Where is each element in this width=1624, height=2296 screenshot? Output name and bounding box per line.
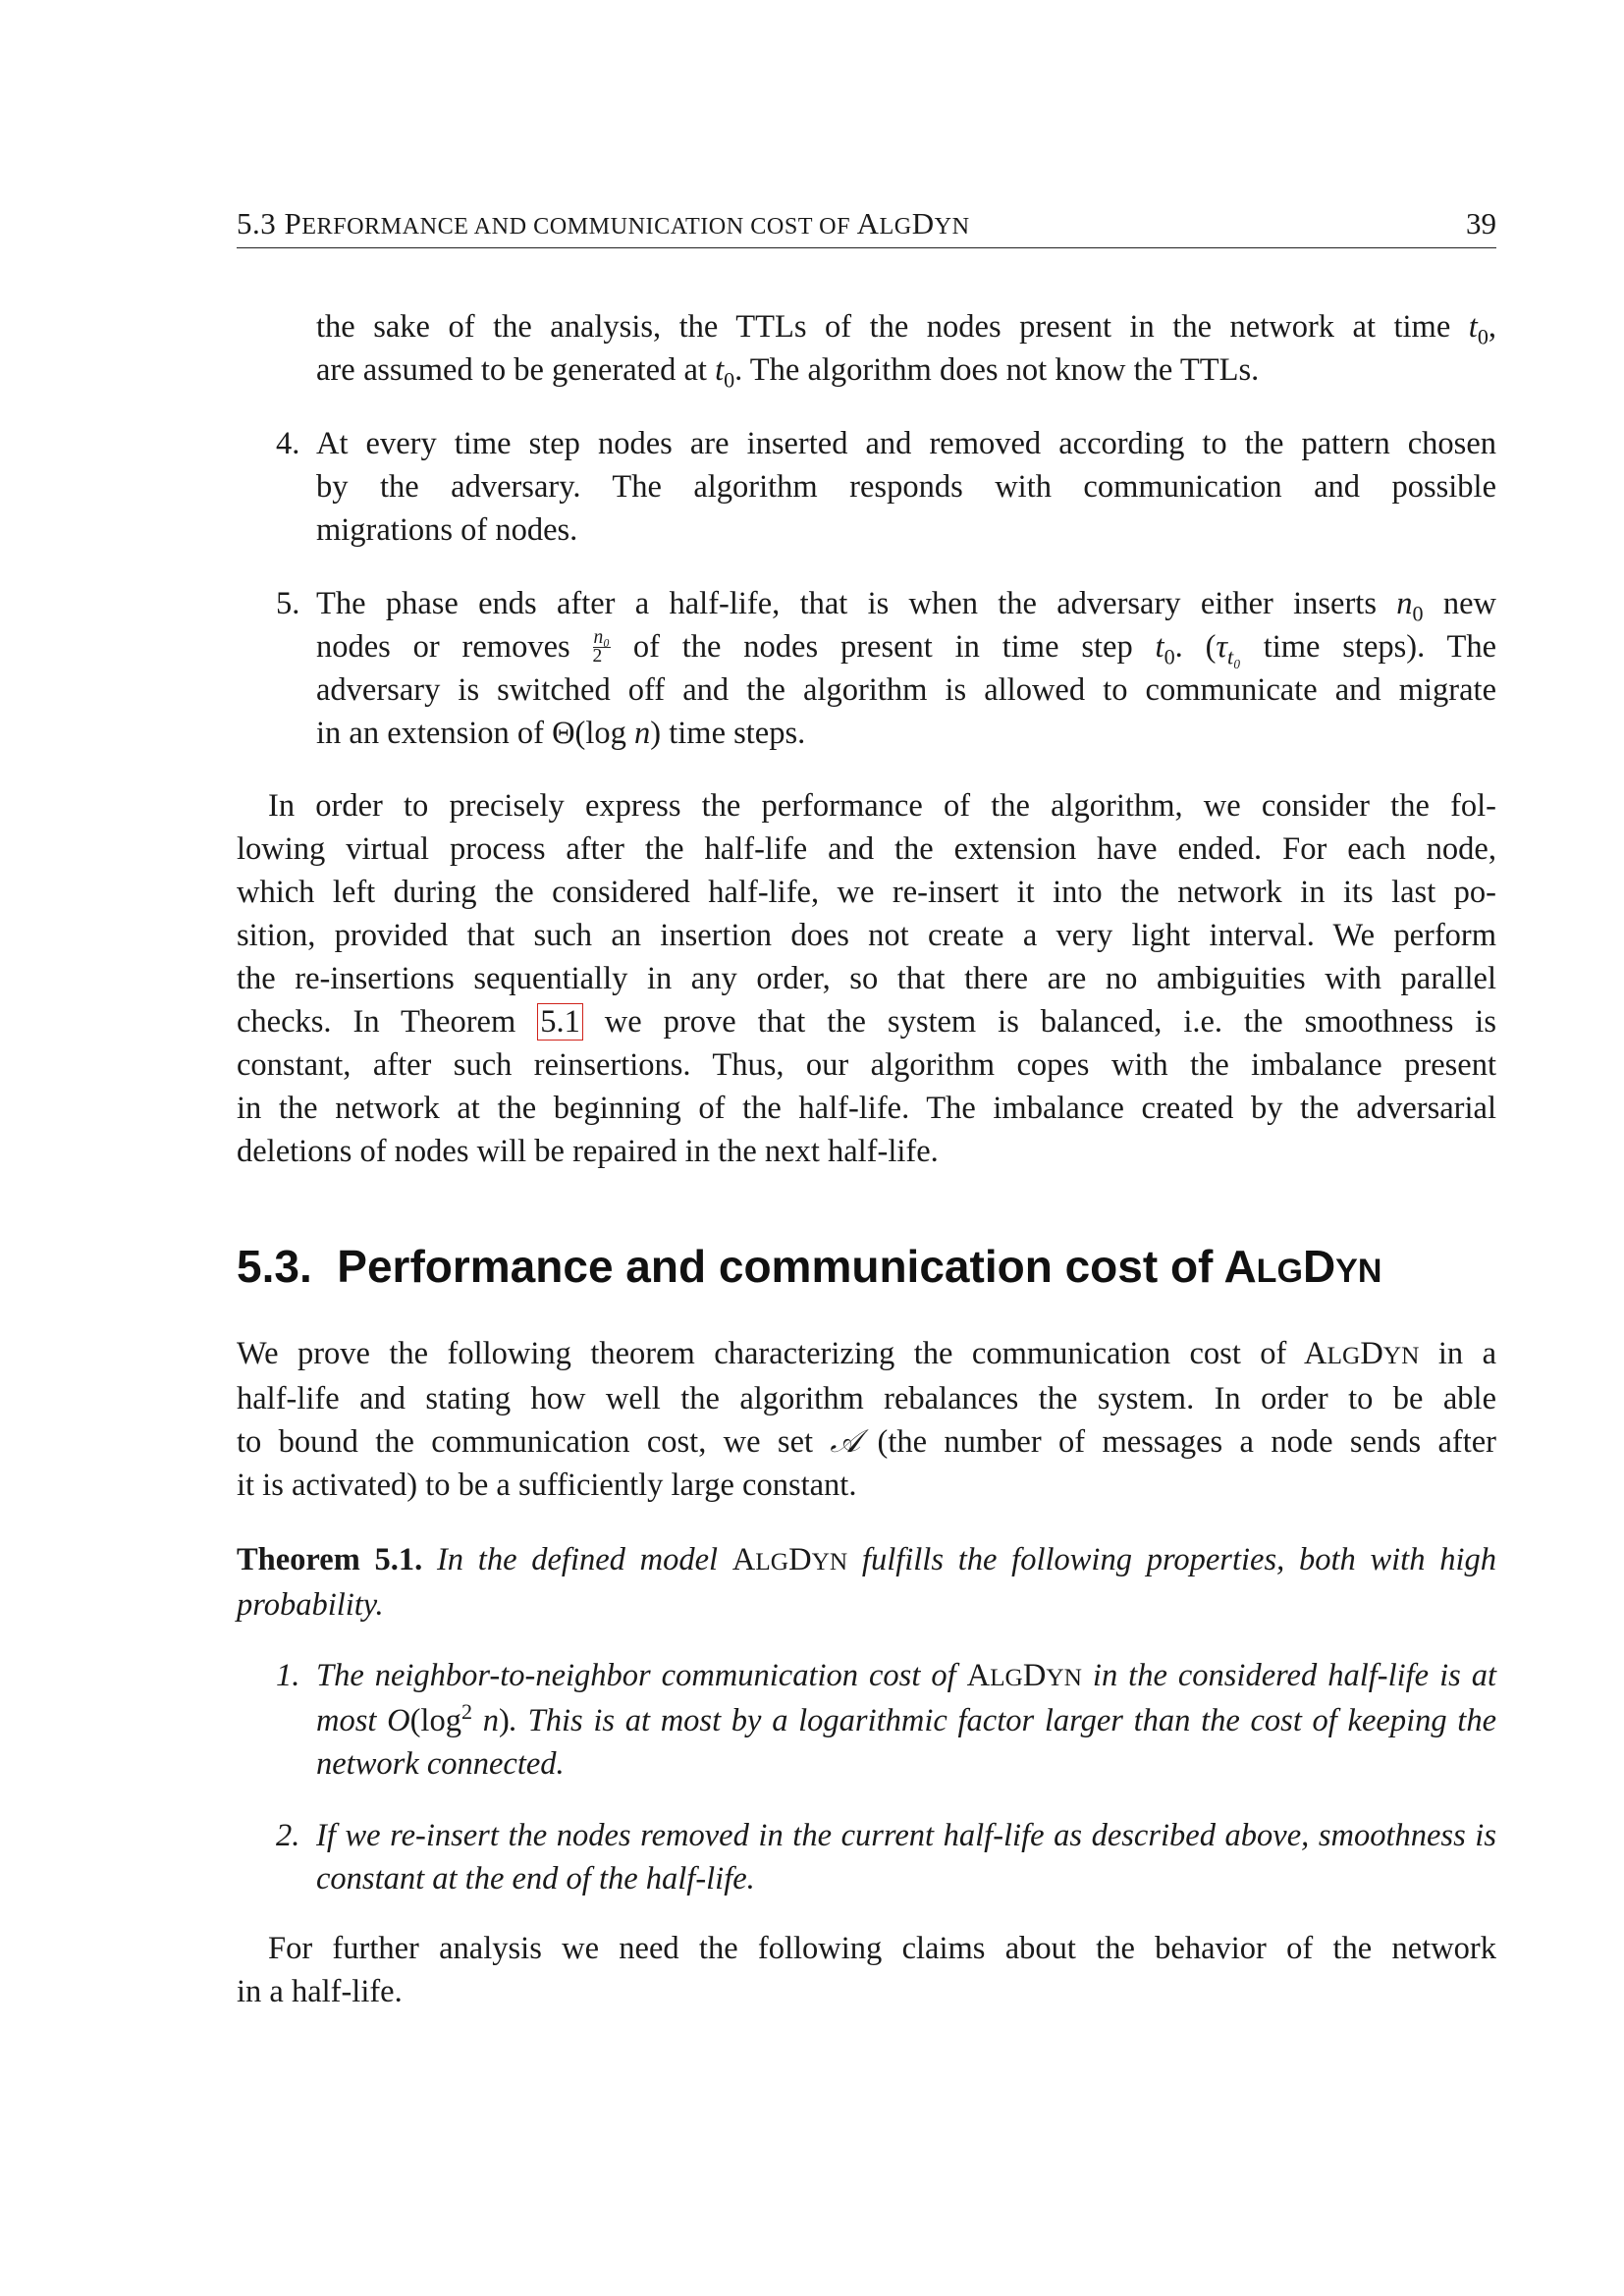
running-title: 5.3 PERFORMANCE AND COMMUNICATION COST OF ALGDYN (237, 206, 970, 240)
theorem-statement: Theorem 5.1. In the defined model ALGDYN fulfills the following properties, both with high probability. (237, 1542, 1496, 1623)
body-paragraph: We prove the following theorem characterizing the communication cost of ALGDYN in a half-life and stating how well the algorithm rebalances the system. In order to be able to bound the communication cost, we set 𝒜 (the number of messages a node sends after it is activated) to be a sufficiently large constant. (237, 1336, 1496, 1503)
section-heading: 5.3. Performance and communication cost of ALGDYN (237, 1241, 1382, 1292)
list-item-number: 5. (276, 586, 300, 621)
theorem-reference-link[interactable]: 5.1 (537, 1003, 583, 1041)
body-paragraph: For further analysis we need the following claims about the behavior of the network in a half-life. (237, 1931, 1496, 2009)
body-paragraph: In order to precisely express the performance of the algorithm, we consider the fol- lowing virtual process after the half-life and the extension have ended. For each node, which left during the considered half-life, we re-insert it into the network in its last po- sition, provided that such an insertion does not create a very light interval. We perform the re-insertions sequentially in any order, so that there are no ambiguities with parallel checks. In Theorem 5.1 we prove that the system is balanced, i.e. the smoothness is constant, after such reinsertions. Thus, our algorithm copes with the imbalance present in the network at the beginning of the half-life. The imbalance created by the adversarial deletions of nodes will be repaired in the next half-life. (237, 788, 1496, 1169)
page-number: 39 (1466, 206, 1496, 240)
list-item-continuation: the sake of the analysis, the TTLs of the nodes present in the network at time $t_0$, are assumed to be generated at $t_0$. The algorithm does not know the TTLs. (316, 309, 1496, 393)
list-item-number: 4. (276, 426, 300, 461)
theorem-item-number: 1. (276, 1658, 300, 1693)
running-header (237, 204, 1496, 248)
theorem-item: The neighbor-to-neighbor communication cost of ALGDYN in the considered half-life is at most $O(\log^2$ n). This is at most by a logarithmic factor larger than the cost of keeping the network connected. (316, 1658, 1497, 1782)
list-item: The phase ends after a half-life, that is when the adversary either inserts $n_0$ new nodes or removes $\frac{\text{n₀}}{2}$ of the nodes present in time step $t_0$. ($\tau_{t_0}$ time steps). The adversary is switched off and the algorithm is allowed to communicate and migrate in an extension of Θ(log n) time steps. (316, 586, 1497, 751)
theorem-item-number: 2. (276, 1818, 300, 1853)
list-item: At every time step nodes are inserted and removed according to the pattern chosen by the adversary. The algorithm responds with communication and possible migrations of nodes. (316, 426, 1496, 548)
theorem-item: If we re-insert the nodes removed in the current half-life as described above, smoothness is constant at the end of the half-life. (316, 1818, 1496, 1896)
theorem-label: Theorem 5.1. (237, 1542, 423, 1577)
fraction: $\frac{\text{n₀}}{2}$ (592, 626, 611, 667)
